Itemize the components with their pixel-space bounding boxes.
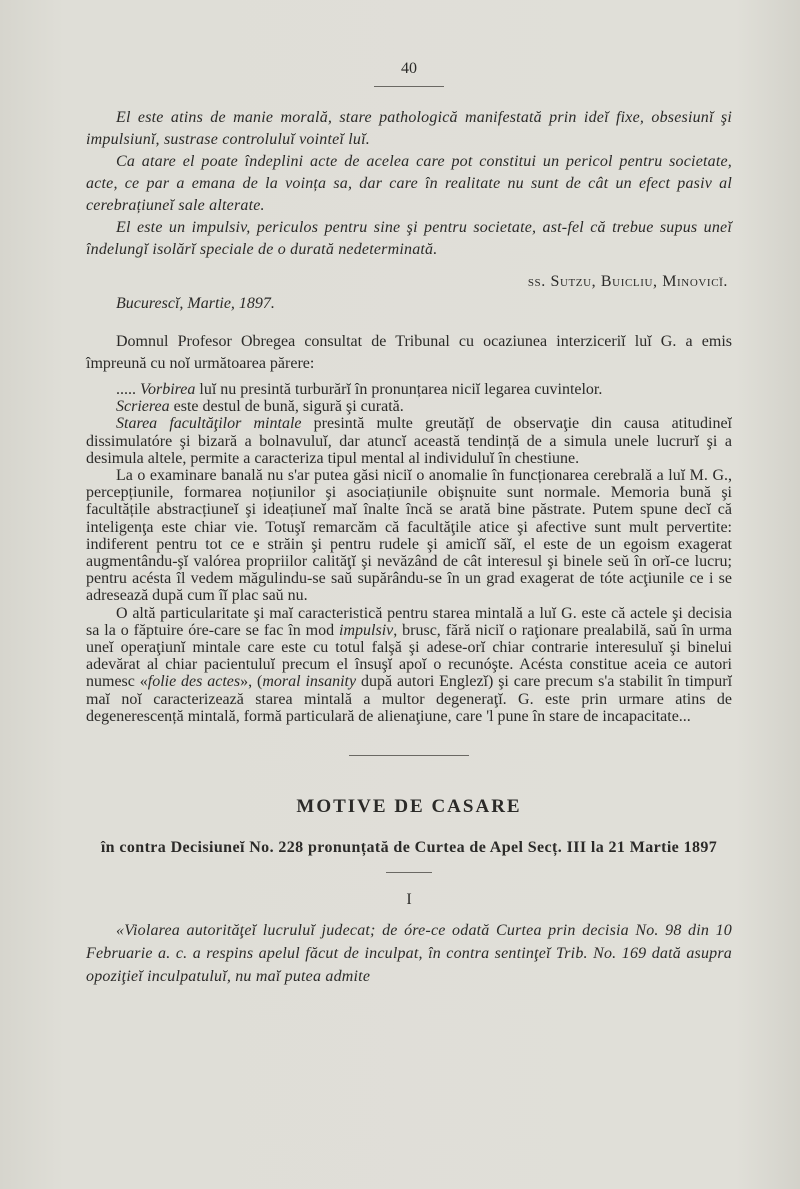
subheading-rule xyxy=(386,872,432,873)
italic-phrase: Scrierea xyxy=(116,398,170,416)
text-run: luĭ nu presintă turburărĭ în pronunțarea niciĭ legarea cuvintelor. xyxy=(195,381,603,398)
top-rule xyxy=(374,86,444,87)
text-run: presintă multe greutățĭ de observaţie din causa atitudineĭ dissimulatóre şi bizară a bolnavuluĭ, dar atuncĭ această tendință de a simula unele lucrurĭ şi a desimula altele, permite a caracteriza tipul mental al individuluĭ în chestiune. xyxy=(86,415,732,467)
signatories: ss. Sutzu, Buicliu, Minovicĭ. xyxy=(527,273,728,290)
body-paragraph xyxy=(86,605,732,725)
italic-phrase: impulsiv xyxy=(339,621,394,639)
section-heading: MOTIVE DE CASARE xyxy=(296,796,522,818)
section-subheading: în contra Decisiuneĭ No. 228 pronunțată de Curtea de Apel Secț. III la 21 Martie 1897 xyxy=(100,839,718,857)
body-paragraph xyxy=(86,467,732,605)
opinion-paragraph-2: Ca atare el poate îndeplini acte de acelea care pot constitui un pericol pentru societate, acte, ce par a emana de la voința sa, dar care în realitate nu sunt de cât un efect pasiv al cerebrațiuneĭ sale alterate. xyxy=(86,153,732,214)
text-run: , brusc, fără niciĭ o raţionare prealabilă, saŭ în urma uneĭ operaţiunĭ mintale care este cu totul falşă şi adese-orĭ chiar contrarie interesuluĭ şi binelui adevărat al chiar pacientuluĭ precum el însuşĭ apoĭ o recunóşte. Acésta constitue aceia ce autori numesc « xyxy=(86,621,733,691)
text-run: O altă particularitate şi maĭ caracteristică pentru starea mintală a luĭ G. este că actele şi decisia sa la o făptuire óre-care se fac în mod xyxy=(86,604,732,639)
bottom-paragraph: «Violarea autorităţeĭ lucruluĭ judecat; de óre-ce odată Curtea prin decisia No. 98 din 10 Februarie a. c. a respins apelul făcut de inculpat, în contra sentinţeĭ Trib. No. 169 dată asupra opoziţieĭ inculpatuluĭ, nu maĭ putea admite xyxy=(86,922,732,986)
body-paragraph xyxy=(86,398,732,415)
page-number: 40 xyxy=(401,60,417,77)
opinion-paragraph-3: El este un impulsiv, periculos pentru sine şi pentru societate, ast-fel că trebue supus uneĭ îndelungĭ isolărĭ speciale de o durată nedeterminată. xyxy=(86,219,732,258)
italic-phrase: Starea facultăţilor mintale xyxy=(116,415,302,433)
text-run: după autori Englezĭ) şi care precum s'a stabilit în timpurĭ maĭ noĭ caracterizează starea mintală a multor degeneraţĭ. G. este prin urmare atins de degenerescență mintală, formă particulară de alienaţiune, care 'l pune în stare de incapacitate... xyxy=(86,673,733,725)
place-date: Bucurescĭ, Martie, 1897. xyxy=(116,295,275,312)
text-run: este destul de bună, sigură şi curată. xyxy=(169,398,404,416)
text-run: La o examinare banală nu s'ar putea găsi niciĭ o anomalie în funcționarea cerebrală a luĭ M. G., percepțiunile, formarea noțiunilor şi asociațiunile obişnuite sunt normale. Memoria bună şi facultățile abstracțiuneĭ şi ideațiuneĭ maĭ înalte încă se arată bine păstrate. Putem spune decĭ că inteligenţa este chiar vie. Totuşĭ remarcăm că facultăţile atice şi afective sunt mult pervertite: indiferent pentru tot ce e străin şi pentru rudele şi amicĭĭ săĭ, el este de un egoism exagerat augmentându-şĭ valórea propriilor calităţĭ şi nevăzând de cât interesul şi binele seŭ în orĭ-ce lucru; pentru acésta îl vedem măgulindu-se saŭ supărându-se în un grad exagerat de tóte acţiunile ce i se adresează după cum îĭ plac saŭ nu. xyxy=(86,467,732,605)
opinion-paragraph-1: El este atins de manie morală, stare pathologică manifestată prin ideĭ fixe, obsesiunĭ şi impulsiunĭ, sustrase controluluĭ vointeĭ luĭ. xyxy=(86,109,732,148)
report-body xyxy=(86,381,732,725)
text-run: », ( xyxy=(240,673,263,691)
text-run: ..... xyxy=(116,381,140,398)
signature-block xyxy=(86,273,732,323)
section-rule xyxy=(349,755,469,756)
intro-paragraph: Domnul Profesor Obregea consultat de Tribunal cu ocaziunea interziceriĭ luĭ G. a emis împreună cu noĭ următoarea părere: xyxy=(86,333,732,372)
italic-phrase: moral insanity xyxy=(262,673,357,691)
italic-phrase: folie des actes xyxy=(147,673,241,691)
body-paragraph xyxy=(86,415,732,467)
italic-phrase: Vorbirea xyxy=(140,381,196,398)
section-numeral: I xyxy=(406,891,412,909)
body-paragraph xyxy=(86,381,732,398)
